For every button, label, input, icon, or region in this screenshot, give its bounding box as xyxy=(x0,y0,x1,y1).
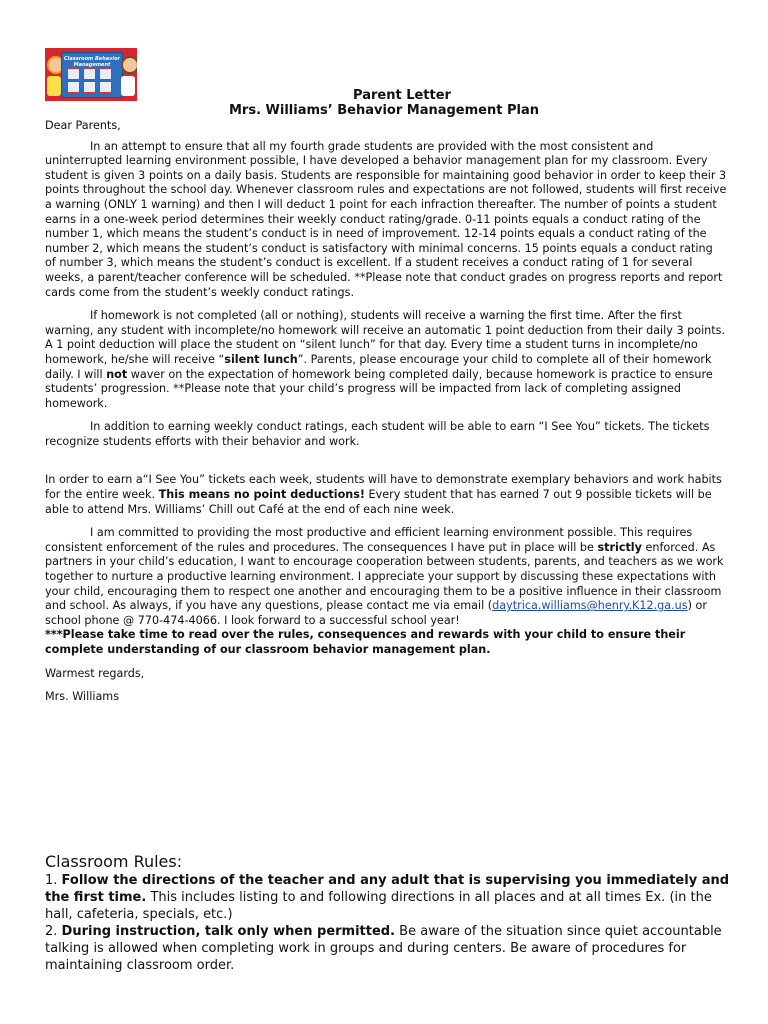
not-emphasis: not xyxy=(106,367,128,381)
rule-number: 2. xyxy=(45,924,62,939)
earn-text-a: In order to earn a“I See You” tickets each week, students will have to demonstrate exemplary behaviors and work habits for the entire week. xyxy=(45,473,722,502)
rule-text: Be aware of the situation since quiet accountable talking is allowed when completing work in groups and during centers. Be aware of procedures for maintaining classroom order. xyxy=(45,924,722,973)
strictly-emphasis: strictly xyxy=(597,540,642,554)
chart-tile xyxy=(83,68,96,80)
child-face-icon xyxy=(121,56,137,74)
letter-subtitle: Mrs. Williams’ Behavior Management Plan xyxy=(228,103,539,118)
chart-tile xyxy=(99,68,112,80)
classroom-rules xyxy=(45,853,735,974)
email-link[interactable]: daytrica.williams@henry.K12.ga.us xyxy=(492,599,688,613)
rule-item xyxy=(45,923,735,974)
signature: Mrs. Williams xyxy=(45,690,120,704)
commitment-text-c: ) or school phone @ 770-474-4066. I look forward to a successful school year! xyxy=(45,599,707,627)
homework-text-b: ”. Parents, please encourage your child to complete all of their homework daily. I will xyxy=(45,352,712,381)
earn-text-b: Every student that has earned 7 out 9 possible tickets will be able to attend Mrs. Williams’ Chill out Café at the end of each nine week. xyxy=(45,488,712,516)
closing: Warmest regards, xyxy=(45,666,145,680)
salutation: Dear Parents, xyxy=(45,119,121,132)
letter-header xyxy=(0,88,768,118)
rule-title: During instruction, talk only when permitted. xyxy=(61,924,396,939)
rule-text: This includes listing to and following directions in all places and at all times Ex. (in the hall, cafeteria, specials, etc.) xyxy=(45,890,712,922)
rule-number: 1. xyxy=(45,873,62,888)
letter-body xyxy=(45,119,727,705)
chart-tile xyxy=(67,68,80,80)
rules-heading: Classroom Rules: xyxy=(45,852,183,871)
paragraph-note xyxy=(45,628,727,657)
rule-title: Follow the directions of the teacher and any adult that is supervising you immediately and the first time. xyxy=(45,873,730,905)
paragraph-conduct: In an attempt to ensure that all my fourth grade students are provided with the most consistent and uninterrupted learning environment possible, I have developed a behavior management plan for my classroom. Every student is given 3 points on a daily basis. Students are responsible for maintaining good behavior in order to keep their 3 points throughout the school day. Whenever classroom rules and expectations are not followed, students will first receive a warning (ONLY 1 warning) and then I will deduct 1 point for each infraction thereafter. The number of points a student earns in a one-week period determines their weekly conduct rating/grade. 0-11 points equals a conduct rating of the number 1, which means the student’s conduct is in need of improvement. 12-14 points equals a conduct rating of the number 2, which means the student’s conduct is satisfactory with minimal concerns. 15 points equals a conduct rating of number 3, which means the student’s conduct is excellent. If a student receives a conduct rating of 1 for several weeks, a parent/teacher conference will be scheduled. **Please note that conduct grades on progress reports and report cards come from the student’s weekly conduct ratings. xyxy=(45,139,727,299)
review-note: ***Please take time to read over the rules, consequences and rewards with your child to ensure their complete understanding of our classroom behavior management plan. xyxy=(45,628,686,656)
paragraph-homework xyxy=(45,309,727,411)
rule-item xyxy=(45,872,735,923)
homework-text-c: waver on the expectation of homework being completed daily, because homework is practice to ensure students’ progression. **Please note that your child’s progress will be impacted from lack of completing assigned homework. xyxy=(45,367,713,410)
letter-title: Parent Letter xyxy=(353,88,451,103)
paragraph-tickets: In addition to earning weekly conduct ratings, each student will be able to earn “I See You” tickets. The tickets recognize students efforts with their behavior and work. xyxy=(45,420,710,448)
paragraph-earn-tickets xyxy=(45,473,727,517)
paragraph-commitment xyxy=(45,526,727,628)
homework-text-a: If homework is not completed (all or nothing), students will receive a warning the first time. After the first warning, any student with incomplete/no homework will receive an automatic 1 point deduction from their daily 3 points. A 1 point deduction will place the student on “silent lunch” for that day. Every time a student turns in incomplete/no homework, he/she will receive “ xyxy=(45,309,726,366)
no-deductions-emphasis: This means no point deductions! xyxy=(158,488,365,502)
commitment-text-b: enforced. As partners in your child’s education, I want to encourage cooperation between students, parents, and teachers as we work together to nurture a productive learning environment. I appreciate your support by discussing these expectations with your child, encouraging them to respect one another and encouraging them to be a positive influence in their classroom and school. As always, if you have any questions, please contact me via email ( xyxy=(45,540,724,613)
silent-lunch-emphasis: silent lunch xyxy=(224,352,298,366)
commitment-text-a: I am committed to providing the most productive and efficient learning environment possible. This requires consistent enforcement of the rules and procedures. The consequences I have put in place will be xyxy=(45,526,693,554)
logo-text: Classroom Behavior Management xyxy=(64,56,121,68)
